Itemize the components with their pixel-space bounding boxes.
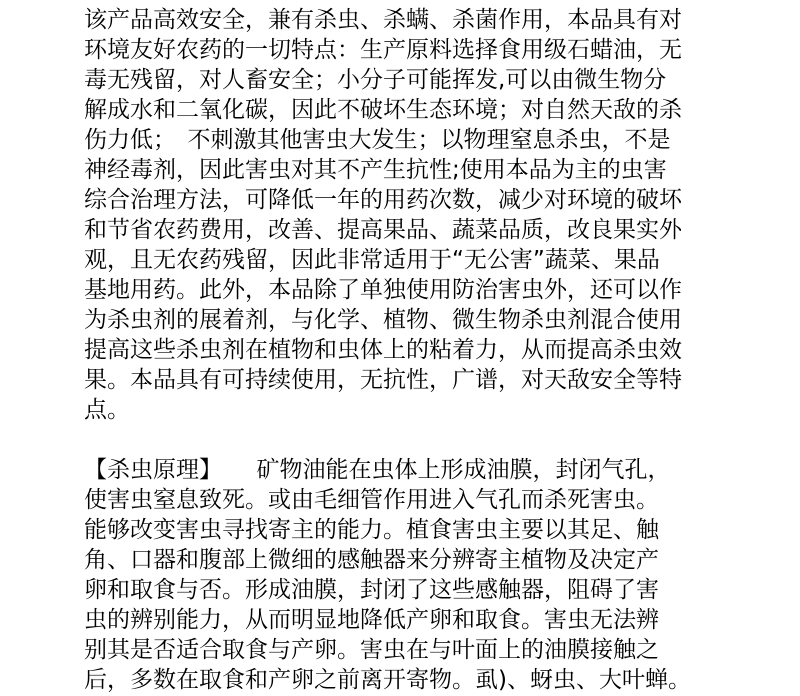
text-line: 虫的辨别能力，从而明显地降低产卵和取食。害虫无法辨 <box>84 607 659 633</box>
text-line: 综合治理方法，可降低一年的用药次数，减少对环境的破坏 <box>84 187 682 213</box>
text-line: 基地用药。此外，本品除了单独使用防治害虫外，还可以作 <box>84 277 682 303</box>
text-line: 点。 <box>84 397 130 423</box>
text-line: 卵和取食与否。形成油膜，封闭了这些感触器，阻碍了害 <box>84 577 659 603</box>
text-line: 伤力低； 不刺激其他害虫大发生；以物理窒息杀虫，不是 <box>84 127 671 153</box>
text-line: 毒无残留，对人畜安全；小分子可能挥发,可以由微生物分 <box>84 67 667 93</box>
text-line: 果。本品具有可持续使用，无抗性，广谱，对天敌安全等特 <box>84 367 682 393</box>
text-line: 角、口器和腹部上微细的感触器来分辨寄主植物及决定产 <box>84 547 659 573</box>
text-line: 为杀虫剂的展着剂，与化学、植物、微生物杀虫剂混合使用 <box>84 307 682 333</box>
text-line: 后，多数在取食和产卵之前离开寄物。虱)、蚜虫、大叶蝉。 <box>84 667 691 693</box>
text-line: 提高这些杀虫剂在植物和虫体上的粘着力，从而提高杀虫效 <box>84 337 682 363</box>
section-heading-line: 【杀虫原理】 矿物油能在虫体上形成油膜，封闭气孔， <box>84 457 671 483</box>
text-line: 使害虫窒息致死。或由毛细管作用进入气孔而杀死害虫。 <box>84 487 659 513</box>
text-line: 该产品高效安全，兼有杀虫、杀螨、杀菌作用，本品具有对 <box>84 7 682 33</box>
text-line: 解成水和二氧化碳，因此不破坏生态环境；对自然天敌的杀 <box>84 97 682 123</box>
text-line: 别其是否适合取食与产卵。害虫在与叶面上的油膜接触之 <box>84 637 659 663</box>
text-line: 和节省农药费用，改善、提高果品、蔬菜品质，改良果实外 <box>84 217 682 243</box>
text-line: 环境友好农药的一切特点：生产原料选择食用级石蜡油，无 <box>84 37 682 63</box>
text-line: 观，且无农药残留，因此非常适用于“无公害”蔬菜、果品 <box>84 247 660 273</box>
text-line: 神经毒剂，因此害虫对其不产生抗性;使用本品为主的虫害 <box>84 157 667 183</box>
text-line: 能够改变害虫寻找寄主的能力。植食害虫主要以其足、触 <box>84 517 659 543</box>
